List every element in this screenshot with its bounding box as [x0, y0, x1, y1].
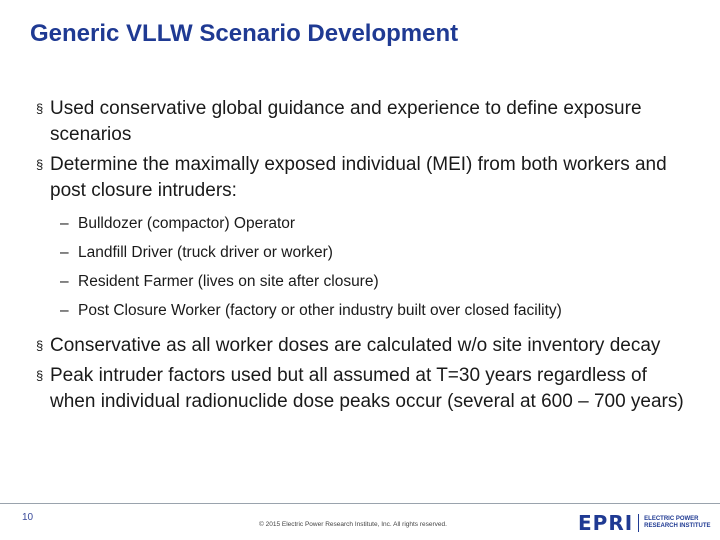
footer-divider — [0, 503, 720, 504]
sub-item — [60, 301, 696, 321]
epri-logo — [578, 511, 711, 535]
sub-item-text: Bulldozer (compactor) Operator — [78, 215, 296, 232]
bullet-marker-icon: § — [36, 338, 44, 353]
bullet-marker-icon: § — [36, 101, 44, 116]
bullet-marker-icon: § — [36, 368, 44, 383]
dash-marker: – — [60, 273, 69, 290]
sub-item — [60, 272, 696, 292]
dash-marker: – — [60, 244, 69, 261]
bullet-text: Peak intruder factors used but all assumed at T=30 years regardless of when individual radionuclide dose peaks occur (several at 600 – 700 years) — [50, 365, 684, 412]
bullet-text: Used conservative global guidance and experience to define exposure scenarios — [50, 98, 642, 145]
bullet-text: Determine the maximally exposed individual (MEI) from both workers and post closure intruders: — [50, 154, 667, 201]
sub-item-text: Resident Farmer (lives on site after closure) — [78, 273, 379, 290]
logo-mark: EPRI — [578, 511, 634, 535]
logo-line-1: ELECTRIC POWER — [644, 516, 699, 522]
bullet-text: Conservative as all worker doses are calculated w/o site inventory decay — [50, 335, 661, 356]
logo-text — [644, 516, 710, 530]
bullet-marker-icon: § — [36, 157, 44, 172]
logo-separator — [638, 514, 639, 532]
dash-marker: – — [60, 215, 69, 232]
sub-item — [60, 214, 696, 234]
copyright-notice: © 2015 Electric Power Research Institute, Inc. All rights reserved. — [259, 521, 447, 528]
sub-item — [60, 243, 696, 263]
bullet-item — [36, 333, 696, 359]
bullet-item — [36, 152, 696, 204]
sub-item-text: Landfill Driver (truck driver or worker) — [78, 244, 333, 261]
sub-list — [60, 214, 696, 321]
logo-line-2: RESEARCH INSTITUTE — [644, 523, 711, 529]
slide-title: Generic VLLW Scenario Development — [30, 20, 459, 47]
slide-body — [36, 96, 696, 419]
page-number: 10 — [22, 512, 34, 523]
sub-item-text: Post Closure Worker (factory or other industry built over closed facility) — [78, 302, 562, 319]
bullet-item — [36, 96, 696, 148]
bullet-item — [36, 363, 696, 415]
dash-marker: – — [60, 302, 69, 319]
